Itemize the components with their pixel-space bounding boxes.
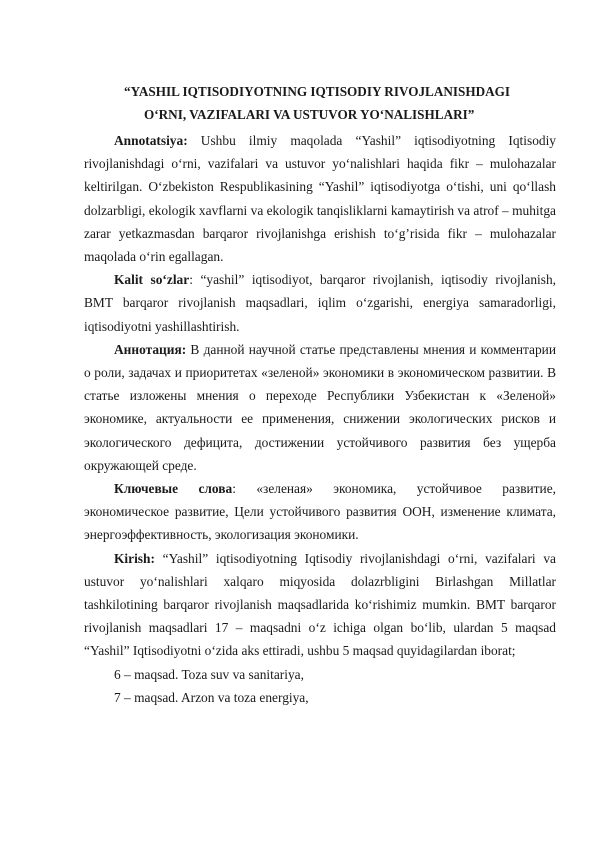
annotation-uz-label: Annotatsiya: bbox=[114, 133, 188, 148]
annotation-ru-text: В данной научной статье представлены мнения и комментарии о роли, задачах и приоритетах «зеленой» экономики в экономическом развитии. В статье изложены мнения о переходе Республики Узбекистан к «Зеленой» экономике, актуальности ее применения, снижении экологических рисков и экологического дефицита, достижении устойчивого развития без ущерба окружающей среде. bbox=[84, 341, 556, 473]
title-line-2: O‘RNI, VAZIFALARI VA USTUVOR YO‘NALISHLARI” bbox=[144, 107, 475, 122]
article-title bbox=[80, 80, 596, 126]
annotation-uz-text: Ushbu ilmiy maqolada “Yashil” iqtisodiyotning Iqtisodiy rivojlanishdagi o‘rni, vazifalari va ustuvor yo‘nalishlari haqida fikr – mulohazalar keltirilgan. O‘zbekiston Respublikasining “Yashil” iqtisodiyotga o‘tishi, uni qo‘llash dolzarbligi, ekologik xavflarni va ekologik tanqisliklarni kamaytirish va atrof – muhitga zarar yetkazmasdan barqaror rivojlanishga erishish to‘g’risida fikr – mulohazalar maqolada o‘rin egallagan. bbox=[84, 133, 556, 265]
goal-item: 6 – maqsad. Toza suv va sanitariya, bbox=[114, 666, 304, 682]
goal-item: 7 – maqsad. Arzon va toza energiya, bbox=[114, 689, 309, 705]
keywords-uz-text: : “yashil” iqtisodiyot, barqaror rivojlanish, iqtisodiy rivojlanish, BMT barqaror rivojlanish maqsadlari, iqlim o‘zgarishi, energiya samaradorligi, iqtisodiyotni yashillashtirish. bbox=[84, 272, 556, 334]
keywords-ru-text: : «зеленая» экономика, устойчивое развитие, экономическое развитие, Цели устойчивого развития ООН, изменение климата, энергоэффективность, экологизация экономики. bbox=[84, 481, 556, 543]
annotation-ru bbox=[84, 338, 556, 477]
article-body bbox=[84, 129, 556, 709]
title-line-1: “YASHIL IQTISODIYOTNING IQTISODIY RIVOJLANISHDAGI bbox=[124, 84, 511, 99]
annotation-ru-label: Аннотация: bbox=[114, 341, 187, 357]
annotation-uz bbox=[84, 129, 556, 268]
keywords-uz bbox=[84, 268, 556, 338]
introduction-text: “Yashil” iqtisodiyotning Iqtisodiy rivojlanishdagi o‘rni, vazifalari va ustuvor yo‘nalishlari xalqaro miqyosida dolazrbligini Birlashgan Millatlar tashkilotining barqaror rivojlanish maqsadlarida ko‘rishimiz mumkin. BMT barqaror rivojlanish maqsadlari 17 – maqsadni o‘z ichiga olgan bo‘lib, ulardan 5 maqsad “Yashil” Iqtisodiyotni o‘zida aks ettiradi, ushbu 5 maqsad quyidagilardan iborat; bbox=[84, 550, 556, 659]
keywords-ru bbox=[84, 477, 556, 547]
introduction bbox=[84, 547, 556, 663]
keywords-ru-label: Ключевые слова bbox=[114, 481, 233, 497]
keywords-uz-label: Kalit so‘zlar bbox=[114, 272, 190, 288]
introduction-label: Kirish: bbox=[114, 550, 155, 566]
